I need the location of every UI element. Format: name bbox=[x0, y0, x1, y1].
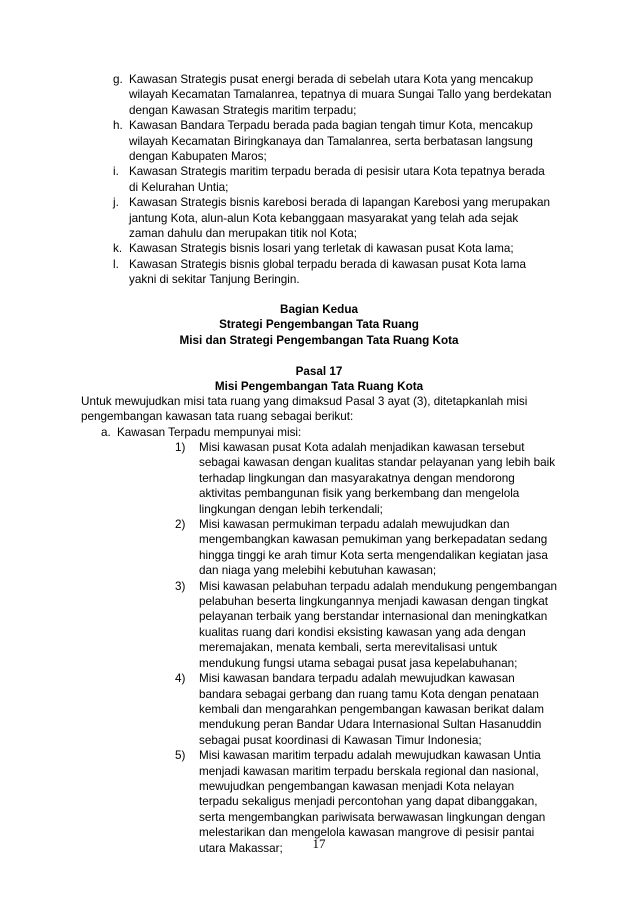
numbered-list-item bbox=[175, 579, 561, 671]
list-marker: 3) bbox=[175, 579, 186, 593]
lettered-list-item bbox=[113, 118, 561, 164]
lettered-list-item bbox=[113, 257, 561, 288]
text-line: menjadi kawasan maritim terpadu berskala regional dan nasional, bbox=[199, 764, 539, 778]
text-line: wilayah Kecamatan Biringkanaya dan Tamalanrea, serta berbatasan langsung bbox=[129, 134, 533, 148]
text-line: terhadap lingkungan dan masyarakatnya dengan mendorong bbox=[199, 471, 515, 485]
list-marker: j. bbox=[113, 196, 119, 210]
text-line: Kawasan Strategis maritim terpadu berada di pesisir utara Kota tepatnya berada bbox=[129, 165, 545, 179]
section-heading-subtitle: Misi dan Strategi Pengembangan Tata Ruang Kota bbox=[179, 333, 459, 347]
list-item-text bbox=[199, 517, 561, 579]
text-line: kembali dan mengarahkan pengembangan kawasan berikat dalam bbox=[199, 702, 545, 716]
text-line: wilayah Kecamatan Tamalanrea, tepatnya di muara Sungai Tallo yang berdekatan bbox=[129, 88, 552, 102]
list-marker: k. bbox=[113, 242, 123, 256]
text-line: dengan Kawasan Strategis maritim terpadu; bbox=[129, 103, 357, 117]
text-line: hingga tinggi ke arah timur Kota serta mengendalikan kegiatan jasa bbox=[199, 548, 548, 562]
text-line: melestarikan dan mengelola kawasan mangrove di pesisir pantai bbox=[199, 826, 535, 840]
list-marker: 2) bbox=[175, 518, 186, 532]
text-line: pelayanan terbaik yang berstandar internasional dan meningkatkan bbox=[199, 610, 548, 624]
text-line: Misi kawasan maritim terpadu adalah mewujudkan kawasan Untia bbox=[199, 749, 541, 763]
text-line: dan niaga yang melebihi kebutuhan kawasan; bbox=[199, 564, 437, 578]
text-line: utara Makassar; bbox=[199, 841, 283, 855]
list-item-text bbox=[129, 195, 561, 241]
list-marker: h. bbox=[113, 119, 123, 133]
text-line: terpadu sekaligus menjadi percontohan yang dapat dibanggakan, bbox=[199, 795, 538, 809]
text-line: Misi kawasan pusat Kota adalah menjadikan kawasan tersebut bbox=[199, 441, 525, 454]
list-item-text bbox=[129, 118, 561, 164]
intro-line: Untuk mewujudkan misi tata ruang yang dimaksud Pasal 3 ayat (3), ditetapkanlah misi bbox=[81, 395, 528, 408]
text-line: lingkungan dengan lebih terkendali; bbox=[199, 502, 383, 516]
section-heading-title: Strategi Pengembangan Tata Ruang bbox=[219, 318, 419, 332]
text-line: dengan Kabupaten Maros; bbox=[129, 150, 267, 164]
list-marker: 5) bbox=[175, 749, 186, 763]
text-line: mengembangkan kawasan pemukiman yang berkepadatan sedang bbox=[199, 533, 548, 547]
list-item-text bbox=[129, 72, 561, 118]
text-line: Kawasan Strategis bisnis karebosi berada di lapangan Karebosi yang merupakan bbox=[129, 196, 551, 210]
text-line: Kawasan Strategis pusat energi berada di sebelah utara Kota yang mencakup bbox=[129, 73, 534, 86]
text-line: Kawasan Strategis bisnis losari yang terletak di kawasan pusat Kota lama; bbox=[129, 242, 514, 256]
page-number: 17 bbox=[312, 836, 326, 851]
intro-paragraph bbox=[81, 394, 561, 425]
numbered-list-item bbox=[175, 671, 561, 748]
text-line: jantung Kota, alun-alun Kota kebanggaan masyarakat yang telah ada sejak bbox=[129, 211, 519, 225]
text-line: aktivitas pembangunan fisik yang berkembang dan mengelola bbox=[199, 487, 520, 501]
intro-line: pengembangan kawasan tata ruang sebagai berikut: bbox=[81, 410, 354, 424]
text-line: sebagai kawasan dengan kualitas standar pelayanan yang lebih baik bbox=[199, 456, 556, 470]
numbered-list-item bbox=[175, 517, 561, 579]
sub-item-text: Kawasan Terpadu mempunyai misi: bbox=[117, 426, 302, 439]
lettered-list-item bbox=[113, 241, 561, 256]
lettered-list-item bbox=[113, 195, 561, 241]
list-item-text bbox=[129, 241, 561, 256]
article-heading bbox=[0, 364, 638, 395]
lettered-list-item bbox=[113, 164, 561, 195]
list-marker: g. bbox=[113, 73, 123, 86]
text-line: mewujudkan pengembangan kawasan menjadi Kota nelayan bbox=[199, 779, 515, 793]
list-item-text bbox=[199, 671, 561, 748]
text-line: Misi kawasan bandara terpadu adalah mewujudkan kawasan bbox=[199, 672, 515, 686]
text-line: bandara sebagai gerbang dan ruang tamu Kota dengan penataan bbox=[199, 687, 539, 701]
text-line: sebagai pusat koordinasi di Kawasan Timur Indonesia; bbox=[199, 733, 482, 747]
list-item-text bbox=[129, 164, 561, 195]
section-heading-part: Bagian Kedua bbox=[280, 303, 358, 316]
numbered-list-item bbox=[175, 440, 561, 517]
article-title: Misi Pengembangan Tata Ruang Kota bbox=[214, 380, 424, 394]
list-marker: i. bbox=[113, 165, 119, 179]
text-line: zaman dahulu dan merupakan titik nol Kota; bbox=[129, 227, 358, 241]
text-line: serta mengembangkan pariwisata berwawasan lingkungan dengan bbox=[199, 810, 546, 824]
text-line: Misi kawasan pelabuhan terpadu adalah mendukung pengembangan bbox=[199, 579, 558, 593]
text-line: meremajakan, menata kembali, serta merevitalisasi untuk bbox=[199, 641, 498, 655]
section-headings bbox=[0, 302, 638, 348]
list-marker: a. bbox=[101, 426, 111, 439]
text-line: Kawasan Strategis bisnis global terpadu berada di kawasan pusat Kota lama bbox=[129, 257, 526, 271]
numbered-list bbox=[175, 440, 561, 856]
text-line: Misi kawasan permukiman terpadu adalah mewujudkan dan bbox=[199, 518, 510, 532]
lettered-list bbox=[113, 72, 561, 288]
list-marker: 4) bbox=[175, 672, 186, 686]
article-number: Pasal 17 bbox=[295, 365, 343, 378]
text-line: yakni di sekitar Tanjung Beringin. bbox=[129, 273, 300, 287]
text-line: mendukung peran Bandar Udara Internasional Sultan Hasanuddin bbox=[199, 718, 542, 732]
lettered-list-item bbox=[113, 72, 561, 118]
list-item-text bbox=[129, 257, 561, 288]
list-item-text bbox=[199, 440, 561, 517]
sub-item-a bbox=[101, 425, 541, 440]
text-line: kualitas ruang dari kondisi eksisting kawasan yang ada dengan bbox=[199, 625, 526, 639]
text-line: mendukung fungsi utama sebagai pusat jasa kepelabuhanan; bbox=[199, 656, 518, 670]
list-marker: 1) bbox=[175, 441, 186, 454]
text-line: di Kelurahan Untia; bbox=[129, 180, 229, 194]
text-line: Kawasan Bandara Terpadu berada pada bagian tengah timur Kota, mencakup bbox=[129, 119, 533, 133]
list-item-text bbox=[199, 579, 561, 671]
text-line: pelabuhan beserta lingkungannya menjadi kawasan dengan tingkat bbox=[199, 595, 548, 609]
list-marker: l. bbox=[113, 257, 119, 271]
